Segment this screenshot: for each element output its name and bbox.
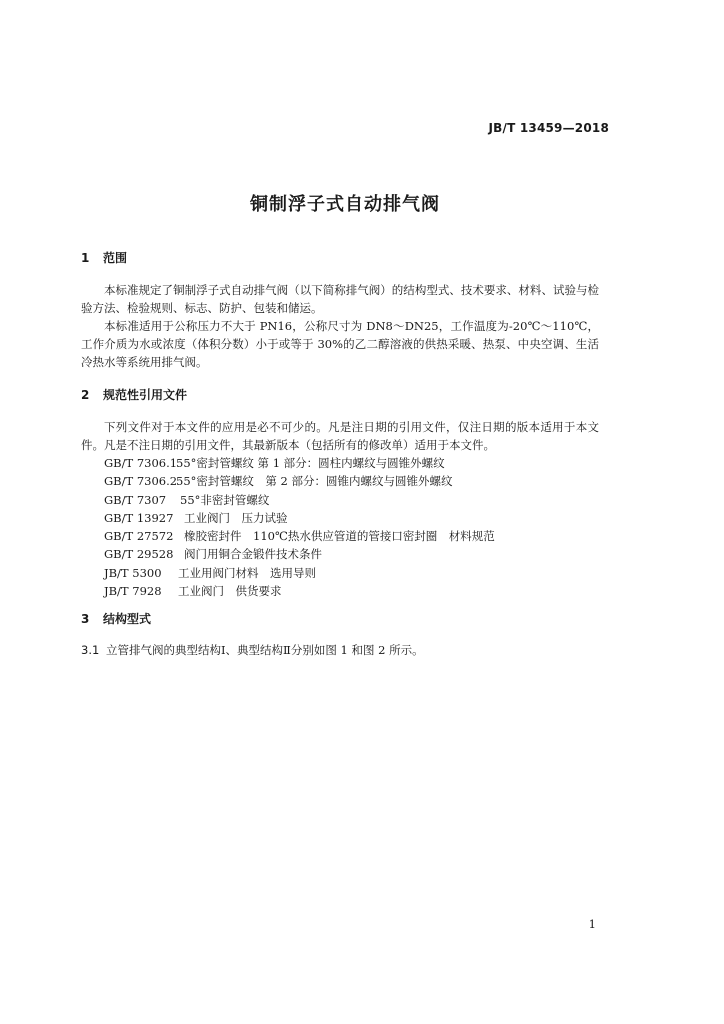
list-item [104, 564, 495, 582]
list-item [104, 582, 495, 600]
reference-code: GB/T 7307 [104, 492, 167, 507]
list-item [104, 527, 495, 545]
reference-code: GB/T 7306.1 [104, 456, 178, 470]
reference-title: 阀门用铜合金锻件技术条件 [184, 547, 322, 562]
reference-title: 橡胶密封件 110℃热水供应管道的管接口密封圈 材料规范 [184, 529, 495, 544]
reference-code: JB/T 5300 [104, 565, 162, 580]
section-title: 范围 [103, 251, 128, 265]
reference-code: GB/T 13927 [104, 510, 174, 525]
clause-number: 3.1 [81, 643, 100, 657]
section-number: 2 [81, 388, 90, 402]
page-number: 1 [588, 917, 596, 931]
section-title: 结构型式 [103, 612, 152, 626]
reference-title: 工业用阀门材料 选用导则 [178, 565, 316, 580]
section-title: 规范性引用文件 [103, 388, 188, 402]
section-number: 1 [81, 251, 90, 265]
list-item [104, 454, 495, 472]
reference-code: GB/T 29528 [104, 547, 174, 562]
section-heading-normative-references [81, 386, 187, 403]
standard-number: JB/T 13459—2018 [488, 121, 609, 135]
list-item [104, 491, 495, 509]
reference-code: GB/T 7306.2 [104, 474, 178, 489]
reference-title: 55°密封管螺纹 第 1 部分：圆柱内螺纹与圆锥外螺纹 [176, 456, 445, 470]
section-heading-structure [81, 610, 151, 627]
clause-text: 立管排气阀的典型结构Ⅰ、典型结构Ⅱ分别如图 1 和图 2 所示。 [106, 643, 424, 657]
reference-code: JB/T 7928 [104, 584, 162, 599]
list-item [104, 472, 495, 490]
paragraph: 下列文件对于本文件的应用是必不可少的。凡是注日期的引用文件，仅注日期的版本适用于本文件。凡是不注日期的引用文件，其最新版本（包括所有的修改单）适用于本文件。 [81, 420, 599, 452]
reference-code: GB/T 27572 [104, 529, 174, 544]
section-number: 3 [81, 612, 90, 626]
clause [81, 642, 424, 658]
reference-title: 工业阀门 供货要求 [178, 584, 282, 599]
reference-title: 55°非密封管螺纹 [180, 492, 270, 507]
paragraph: 本标准规定了铜制浮子式自动排气阀（以下简称排气阀）的结构型式、技术要求、材料、试验与检验方法、检验规则、标志、防护、包装和储运。 [81, 283, 599, 315]
document-title: 铜制浮子式自动排气阀 [250, 194, 440, 215]
section-heading-scope [81, 249, 127, 266]
reference-title: 工业阀门 压力试验 [184, 510, 288, 525]
reference-list [104, 454, 495, 600]
list-item [104, 545, 495, 563]
paragraph: 本标准适用于公称压力不大于 PN16，公称尺寸为 DN8～DN25，工作温度为-20℃～110℃，工作介质为水或浓度（体积分数）小于或等于 30%的乙二醇溶液的供热采暖、热泵、中央空调、生活冷热水等系统用排气阀。 [81, 319, 599, 369]
list-item [104, 509, 495, 527]
reference-title: 55°密封管螺纹 第 2 部分：圆锥内螺纹与圆锥外螺纹 [176, 474, 453, 489]
